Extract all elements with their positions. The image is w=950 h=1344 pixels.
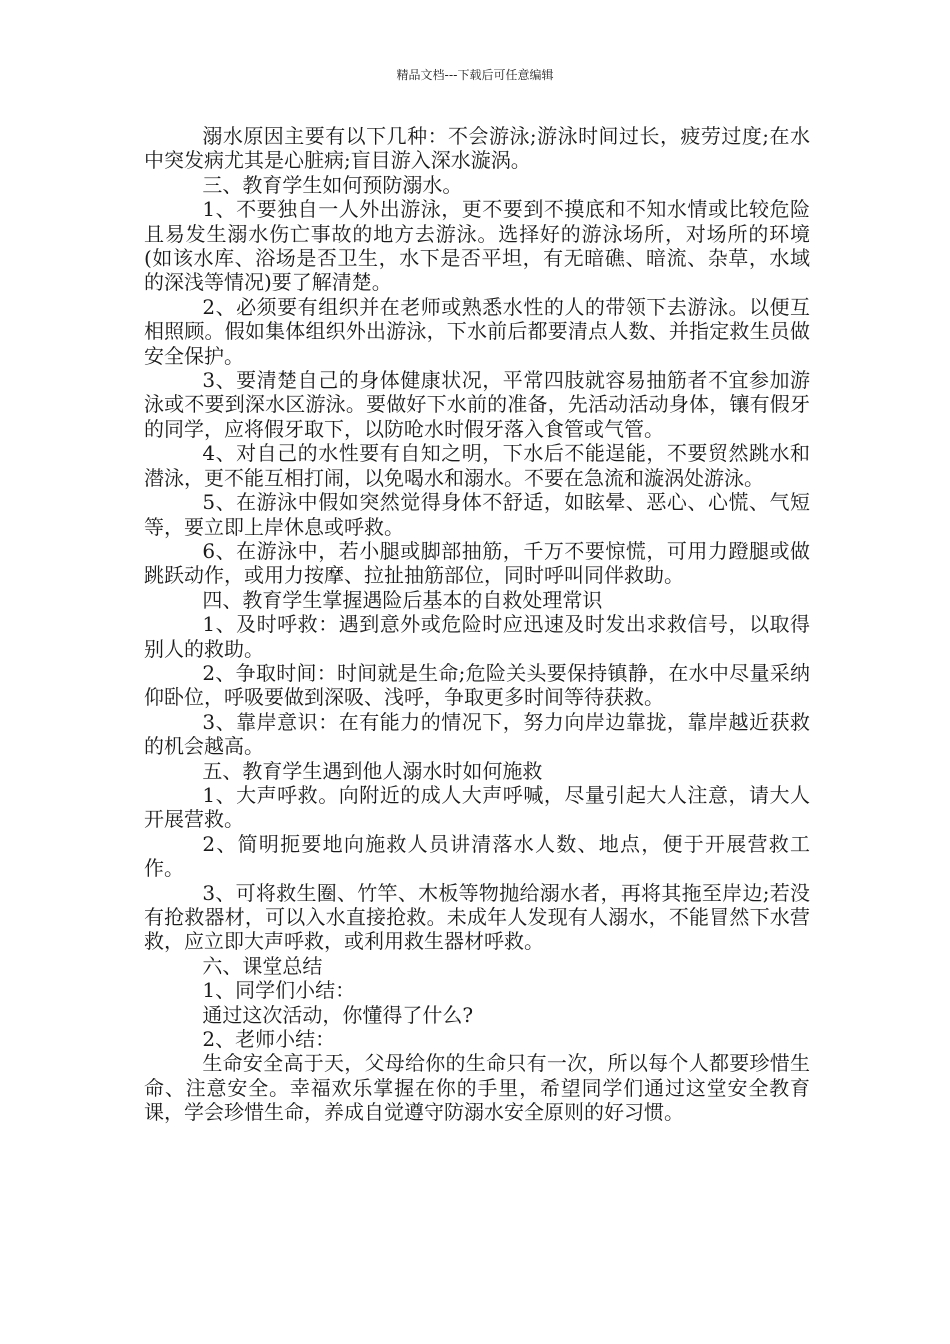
paragraph-3-4: 4、对自己的水性要有自知之明，下水后不能逞能，不要贸然跳水和潜泳，更不能互相打闹，以免喝水和溺水。不要在急流和漩涡处游泳。 bbox=[144, 441, 810, 490]
paragraph-6-2: 2、老师小结： bbox=[202, 1027, 336, 1052]
paragraph-5-2: 2、简明扼要地向施救人员讲清落水人数、地点，便于开展营救工作。 bbox=[144, 831, 810, 881]
paragraph-3-2: 2、必须要有组织并在老师或熟悉水性的人的带领下去游泳。以便互相照顾。假如集体组织外出游泳，下水前后都要清点人数、并指定救生员做安全保护。 bbox=[144, 294, 810, 368]
section-heading-5: 五、教育学生遇到他人溺水时如何施救 bbox=[202, 758, 543, 783]
paragraph-5-3: 3、可将救生圈、竹竿、木板等物抛给溺水者，再将其拖至岸边;若没有抢救器材，可以入水直接抢救。未成年人发现有人溺水，不能冒然下水营救，应立即大声呼救，或利用救生器材呼救。 bbox=[144, 880, 810, 954]
page-header: 精品文档---下载后可任意编辑 bbox=[396, 68, 554, 82]
paragraph-3-5: 5、在游泳中假如突然觉得身体不舒适，如眩晕、恶心、心慌、气短等，要立即上岸休息或呼救。 bbox=[144, 490, 810, 539]
paragraph-4-3: 3、靠岸意识：在有能力的情况下，努力向岸边靠拢，靠岸越近获救的机会越高。 bbox=[144, 709, 810, 759]
paragraph-3-6: 6、在游泳中，若小腿或脚部抽筋，千万不要惊慌，可用力蹬腿或做跳跃动作，或用力按摩、拉扯抽筋部位，同时呼叫同伴救助。 bbox=[144, 538, 810, 588]
paragraph-5-1: 1、大声呼救。向附近的成人大声呼喊，尽量引起大人注意，请大人开展营救。 bbox=[144, 782, 810, 832]
section-heading-6: 六、课堂总结 bbox=[202, 953, 323, 978]
paragraph-6-1-question: 通过这次活动，你懂得了什么? bbox=[202, 1002, 474, 1027]
section-heading-3: 三、教育学生如何预防溺水。 bbox=[202, 172, 463, 197]
paragraph-6-2-summary: 生命安全高于天，父母给你的生命只有一次，所以每个人都要珍惜生命、注意安全。幸福欢乐掌握在你的手里，希望同学们通过这堂安全教育课，学会珍惜生命，养成自觉遵守防溺水安全原则的好习惯。 bbox=[144, 1051, 810, 1125]
paragraph-3-1: 1、不要独自一人外出游泳，更不要到不摸底和不知水情或比较危险且易发生溺水伤亡事故的地方去游泳。选择好的游泳场所，对场所的环境(如该水库、浴场是否卫生，水下是否平坦，有无暗礁、暗流、杂草，水域的深浅等情况)要了解清楚。 bbox=[144, 197, 810, 295]
section-heading-4: 四、教育学生掌握遇险后基本的自救处理常识 bbox=[202, 587, 603, 612]
document-body bbox=[144, 124, 810, 1125]
paragraph-drowning-causes: 溺水原因主要有以下几种：不会游泳;游泳时间过长，疲劳过度;在水中突发病尤其是心脏病;盲目游入深水漩涡。 bbox=[144, 124, 810, 173]
paragraph-4-2: 2、争取时间：时间就是生命;危险关头要保持镇静，在水中尽量采纳仰卧位，呼吸要做到深吸、浅呼，争取更多时间等待获救。 bbox=[144, 660, 810, 710]
paragraph-6-1: 1、同学们小结： bbox=[202, 978, 356, 1003]
paragraph-4-1: 1、及时呼救：遇到意外或危险时应迅速及时发出求救信号，以取得别人的救助。 bbox=[144, 612, 810, 661]
paragraph-3-3: 3、要清楚自己的身体健康状况，平常四肢就容易抽筋者不宜参加游泳或不要到深水区游泳。要做好下水前的准备，先活动活动身体，镶有假牙的同学，应将假牙取下，以防呛水时假牙落入食管或气管。 bbox=[144, 368, 810, 441]
